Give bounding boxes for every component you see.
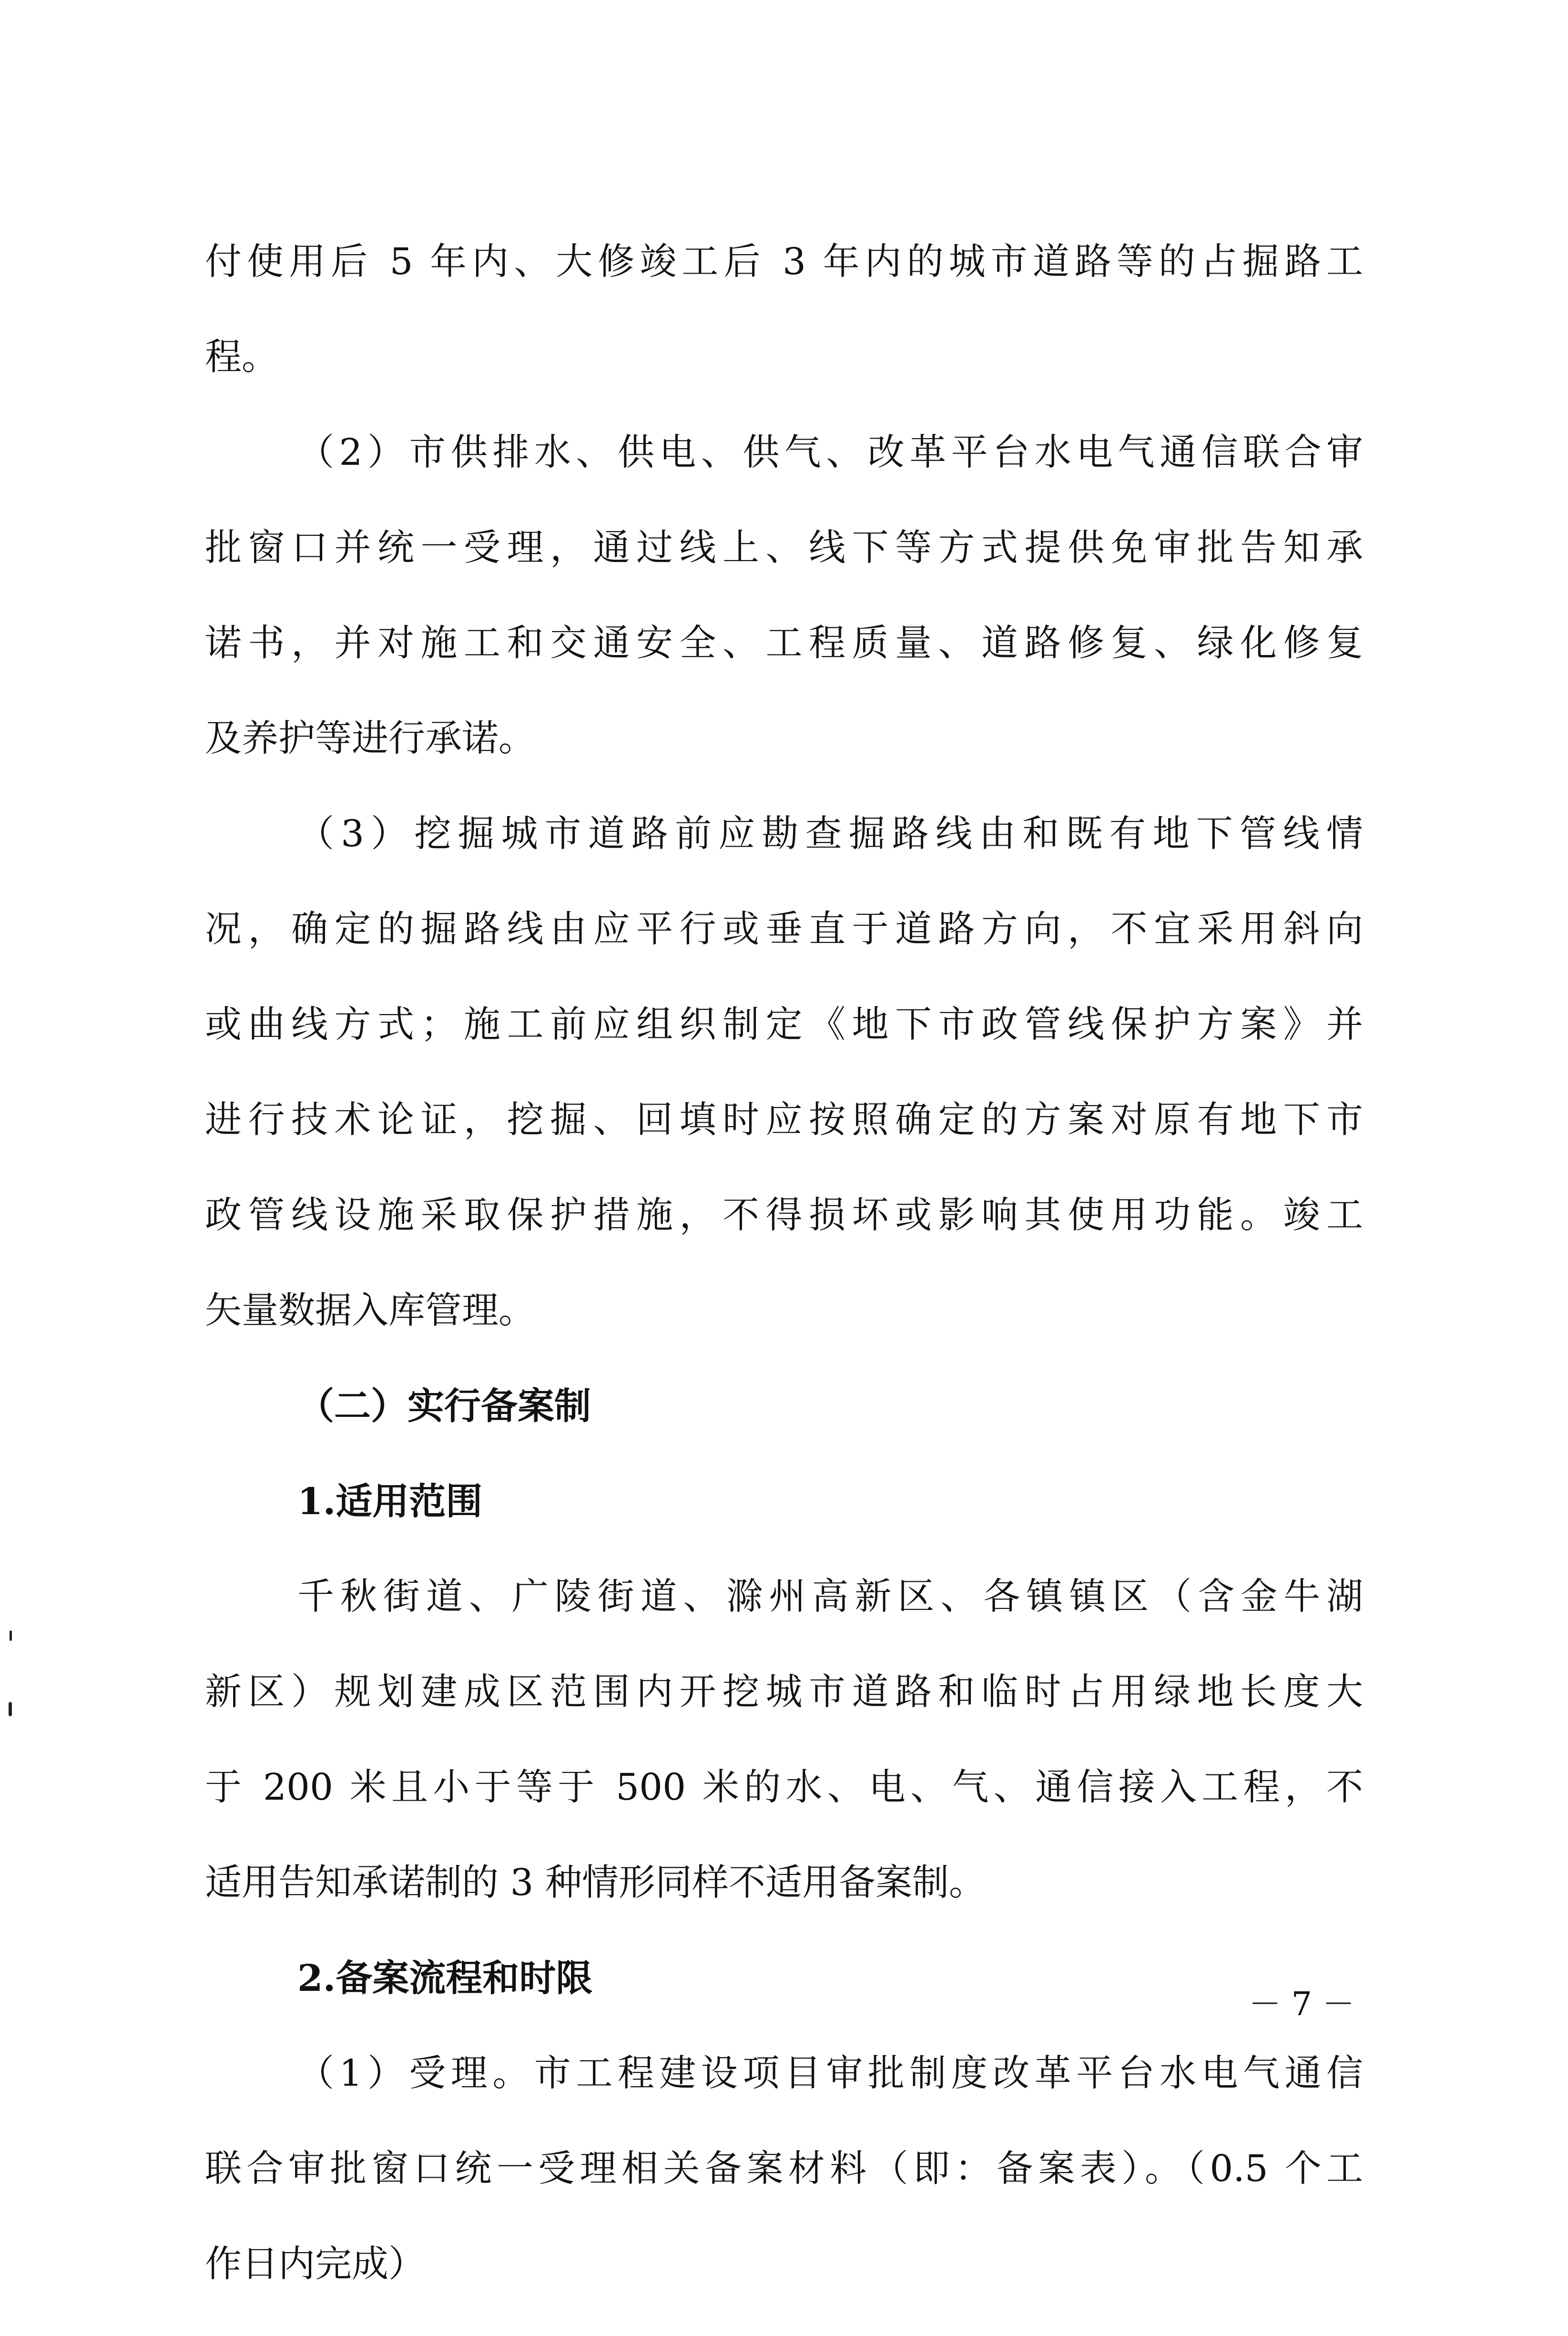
paragraph-line: 程。 bbox=[205, 336, 278, 379]
paragraph-line: 诺书，并对施工和交通安全、工程质量、道路修复、绿化修复 bbox=[205, 622, 1363, 665]
scan-mark bbox=[9, 1702, 12, 1716]
document-body bbox=[205, 238, 1363, 2336]
paragraph-line: 况，确定的掘路线由应平行或垂直于道路方向，不宜采用斜向 bbox=[205, 908, 1363, 951]
paragraph-line: （1）受理。市工程建设项目审批制度改革平台水电气通信 bbox=[297, 2052, 1363, 2095]
paragraph-line: 作日内完成） bbox=[205, 2243, 425, 2285]
paragraph-line: 新区）规划建成区范围内开挖城市道路和临时占用绿地长度大 bbox=[205, 1671, 1363, 1713]
paragraph-line: 及养护等进行承诺。 bbox=[205, 717, 535, 760]
subsection-heading: 1.适用范围 bbox=[297, 1480, 483, 1523]
paragraph-line: 矢量数据入库管理。 bbox=[205, 1290, 535, 1332]
paragraph-line: 千秋街道、广陵街道、滁州高新区、各镇镇区（含金牛湖 bbox=[297, 1576, 1363, 1618]
page-number: － 7 － bbox=[1249, 1986, 1355, 2023]
paragraph-line: （3）挖掘城市道路前应勘查掘路线由和既有地下管线情 bbox=[297, 813, 1363, 855]
scan-mark bbox=[10, 1630, 12, 1641]
paragraph-line: 政管线设施采取保护措施，不得损坏或影响其使用功能。竣工 bbox=[205, 1194, 1363, 1237]
paragraph-line: 批窗口并统一受理，通过线上、线下等方式提供免审批告知承 bbox=[205, 527, 1363, 569]
section-heading: （二）实行备案制 bbox=[297, 1385, 591, 1428]
paragraph-line: 或曲线方式；施工前应组织制定《地下市政管线保护方案》并 bbox=[205, 1004, 1363, 1046]
paragraph-line: 付使用后 5 年内、大修竣工后 3 年内的城市道路等的占掘路工 bbox=[205, 241, 1363, 283]
paragraph-line: 进行技术论证，挖掘、回填时应按照确定的方案对原有地下市 bbox=[205, 1099, 1363, 1141]
paragraph-line: 联合审批窗口统一受理相关备案材料（即：备案表）。（0.5 个工 bbox=[205, 2148, 1363, 2190]
paragraph-line: （2）市供排水、供电、供气、改革平台水电气通信联合审 bbox=[297, 431, 1363, 474]
subsection-heading: 2.备案流程和时限 bbox=[297, 1957, 593, 2000]
paragraph-line: 于 200 米且小于等于 500 米的水、电、气、通信接入工程，不 bbox=[205, 1766, 1363, 1809]
paragraph-line: 适用告知承诺制的 3 种情形同样不适用备案制。 bbox=[205, 1862, 986, 1904]
